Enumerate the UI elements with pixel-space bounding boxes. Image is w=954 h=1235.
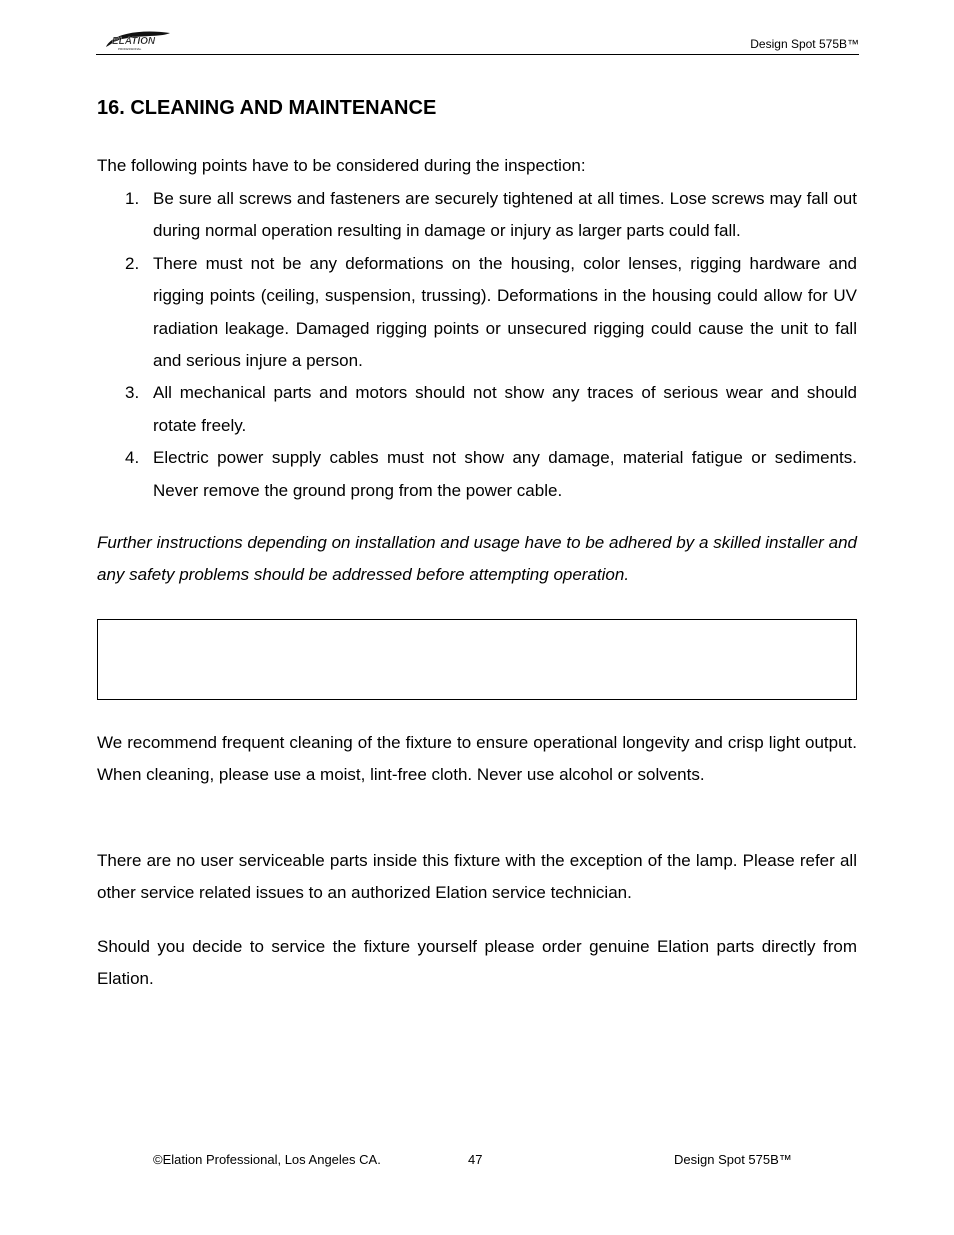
elation-logo xyxy=(102,29,172,51)
footer-page-number: 47 xyxy=(468,1152,483,1167)
page-header xyxy=(96,26,859,55)
inspection-list xyxy=(97,183,857,507)
list-item-number: 1. xyxy=(125,189,140,208)
list-item-text: Electric power supply cables must not show any damage, material fatigue or sediments. Never remove the ground prong from the power cable. xyxy=(153,448,857,500)
list-item xyxy=(97,183,857,248)
list-item xyxy=(97,442,857,507)
list-item-text: There must not be any deformations on the housing, color lenses, rigging hardware and rigging points (ceiling, suspension, trussing). Deformations in the housing could allow for UV radiation leakage. Damaged rigging points or unsecured rigging could cause the unit to fall and serious injure a person. xyxy=(153,253,857,371)
list-item xyxy=(97,248,857,378)
parts-paragraph: Should you decide to service the fixture yourself please order genuine Elation parts directly from Elation. xyxy=(97,937,857,989)
footer-product: Design Spot 575B™ xyxy=(674,1152,792,1167)
list-item-number: 3. xyxy=(125,383,140,403)
footer-copyright: ©Elation Professional, Los Angeles CA. xyxy=(153,1152,381,1167)
list-item-text: Be sure all screws and fasteners are securely tightened at all times. Lose screws may fall out during normal operation resulting in damage or injury as larger parts could fall. xyxy=(153,189,857,241)
service-paragraph: There are no user serviceable parts inside this fixture with the exception of the lamp. Please refer all other service related issues to an authorized Elation service technician. xyxy=(97,851,857,903)
svg-text:PROFESSIONAL: PROFESSIONAL xyxy=(118,47,142,51)
svg-text:ELATION: ELATION xyxy=(112,36,156,47)
intro-text: The following points have to be considered during the inspection: xyxy=(97,156,586,175)
list-item-number: 2. xyxy=(125,253,140,273)
list-item-number: 4. xyxy=(125,448,140,468)
empty-box xyxy=(97,619,857,700)
header-title: Design Spot 575B™ xyxy=(750,37,859,51)
section-title: 16. CLEANING AND MAINTENANCE xyxy=(97,97,437,119)
installation-note: Further instructions depending on installation and usage have to be adhered by a skilled installer and any safety problems should be addressed before attempting operation. xyxy=(97,533,857,585)
list-item xyxy=(97,377,857,442)
cleaning-paragraph: We recommend frequent cleaning of the fixture to ensure operational longevity and crisp light output. When cleaning, please use a moist, lint-free cloth. Never use alcohol or solvents. xyxy=(97,733,857,785)
list-item-text: All mechanical parts and motors should not show any traces of serious wear and should rotate freely. xyxy=(153,383,857,435)
